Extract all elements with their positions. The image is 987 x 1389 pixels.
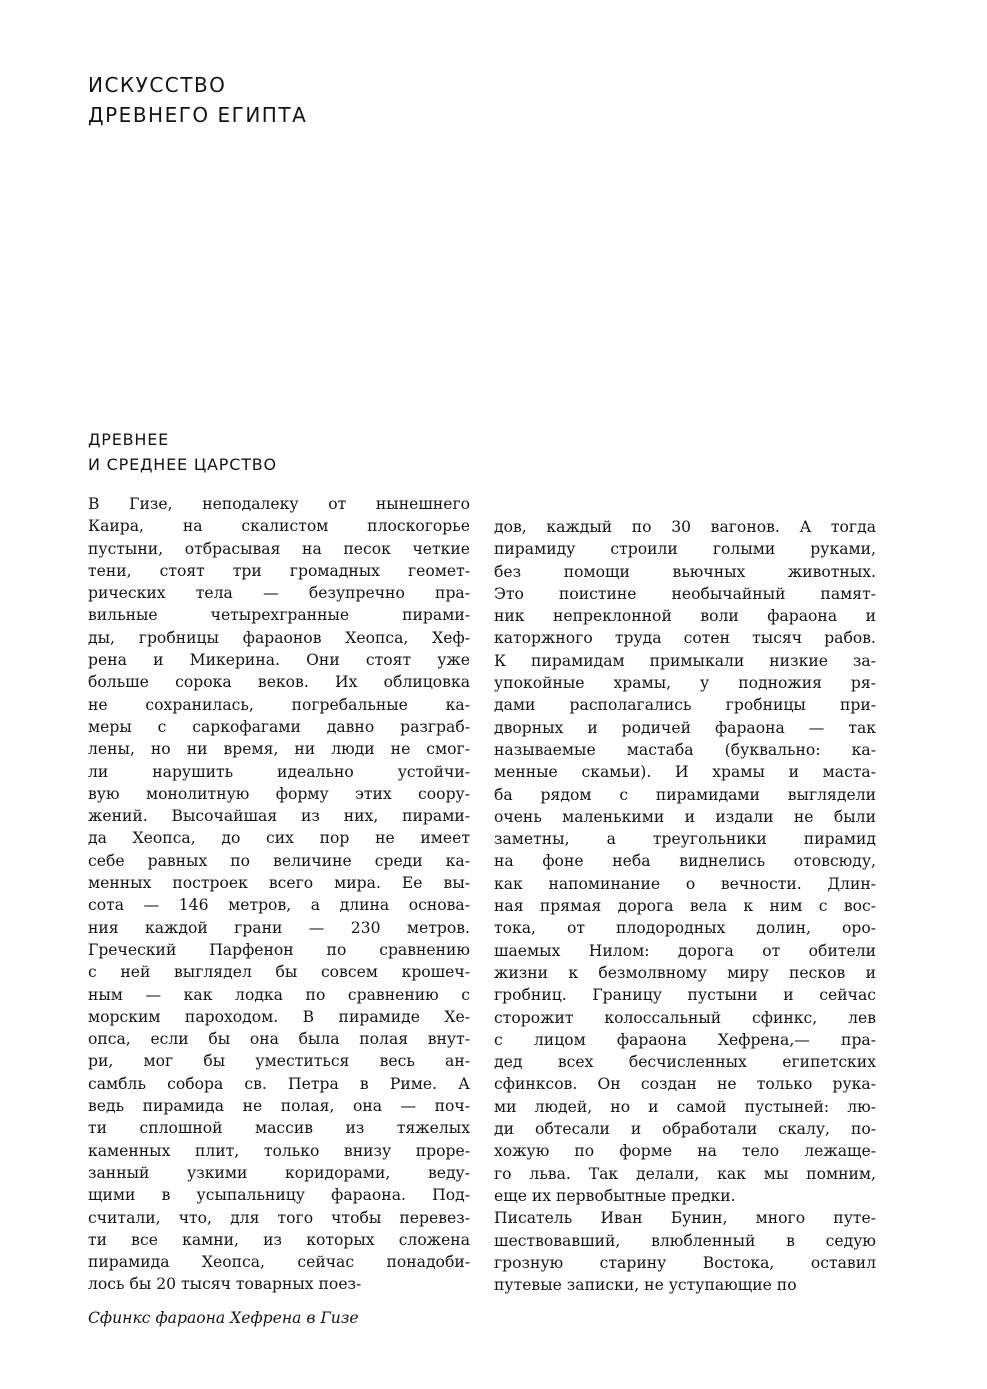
page-title	[88, 70, 307, 130]
text-line: пирамиду строили голыми руками,	[494, 540, 876, 559]
text-line: ри, мог бы уместиться весь ан-	[88, 1052, 470, 1071]
text-line: вильные четырехгранные пирами-	[88, 606, 470, 625]
section-heading-line-1: ДРЕВНЕЕ	[88, 430, 170, 449]
text-line: как напоминание о вечности. Длин-	[494, 874, 876, 893]
text-line: дед всех бесчисленных египетских	[494, 1053, 876, 1072]
section-heading-line-2: И СРЕДНЕЕ ЦАРСТВО	[88, 455, 277, 474]
text-line: не сохранилась, погребальные ка-	[88, 695, 470, 714]
text-line: ти сплошной массив из тяжелых	[88, 1119, 470, 1138]
text-line: лены, но ни время, ни люди не смог-	[88, 740, 470, 759]
text-line: меры с саркофагами давно разграб-	[88, 717, 470, 736]
text-line: шаемых Нилом: дорога от обители	[494, 941, 876, 960]
text-line: щими в усыпальницу фараона. Под-	[88, 1186, 470, 1205]
text-line: дов, каждый по 30 вагонов. А тогда	[494, 518, 876, 536]
text-line: Это поистине необычайный памят-	[494, 584, 876, 603]
text-line: еще их первобытные предки.	[494, 1186, 736, 1205]
text-line: называемые мастаба (буквально: ка-	[494, 740, 876, 759]
text-line: ды, гробницы фараонов Хеопса, Хеф-	[88, 628, 470, 647]
text-line: ли нарушить идеально устойчи-	[88, 762, 470, 781]
text-line: вую монолитную форму этих соору-	[88, 784, 470, 803]
text-line: самбль собора св. Петра в Риме. А	[88, 1074, 470, 1093]
text-line: упокойные храмы, у подножия ря-	[494, 674, 876, 693]
text-line: менных построек всего мира. Ее вы-	[88, 874, 470, 893]
text-line: грозную старину Востока, оставил	[494, 1253, 876, 1272]
text-line: тока, от плодородных долин, оро-	[494, 919, 876, 938]
text-line: гробниц. Границу пустыни и сейчас	[494, 986, 876, 1005]
text-line: ди обтесали и обработали скалу, по-	[494, 1120, 876, 1139]
text-line: дами располагались гробницы при-	[494, 696, 876, 715]
text-line: дворных и родичей фараона — так	[494, 718, 876, 737]
text-line: без помощи вьючных животных.	[494, 562, 876, 581]
text-line: ми людей, но и самой пустыней: лю-	[494, 1097, 876, 1116]
right-text-column	[494, 516, 876, 1296]
text-line: рена и Микерина. Они стоят уже	[88, 651, 470, 670]
text-line: заметны, а треугольники пирамид	[494, 830, 876, 849]
text-line: путевые записки, не уступающие по	[494, 1276, 797, 1295]
text-line: морским пароходом. В пирамиде Хе-	[88, 1007, 470, 1026]
text-line: себе равных по величине среди ка-	[88, 851, 470, 870]
text-line: ти все камни, из которых сложена	[88, 1230, 470, 1249]
text-line: В Гизе, неподалеку от нынешнего	[88, 495, 470, 513]
text-line: рических тела — безупречно пра-	[88, 584, 470, 603]
text-line: К пирамидам примыкали низкие за-	[494, 651, 876, 670]
text-line: го льва. Так делали, как мы помним,	[494, 1164, 876, 1183]
text-line: Греческий Парфенон по сравнению	[88, 940, 470, 959]
section-heading	[88, 427, 277, 477]
text-line: на фоне неба виднелись отовсюду,	[494, 852, 876, 871]
text-line: сторожит колоссальный сфинкс, лев	[494, 1008, 876, 1027]
text-line: жений. Высочайшая из них, пирами-	[88, 807, 470, 826]
text-line: пирамида Хеопса, сейчас понадоби-	[88, 1253, 470, 1272]
text-line: ба рядом с пирамидами выглядели	[494, 785, 876, 804]
text-line: пустыни, отбрасывая на песок четкие	[88, 539, 470, 558]
text-line: ным — как лодка по сравнению с	[88, 985, 470, 1004]
text-line: с ней выглядел бы совсем крошеч-	[88, 963, 470, 982]
text-line: хожую по форме на тело лежаще-	[494, 1142, 876, 1161]
text-line: да Хеопса, до сих пор не имеет	[88, 829, 470, 848]
title-line-1: ИСКУССТВО	[88, 73, 227, 97]
text-line: каменных плит, только внизу проре-	[88, 1141, 470, 1160]
text-line: ная прямая дорога вела к ним с вос-	[494, 897, 876, 916]
text-line: ник непреклонной воли фараона и	[494, 607, 876, 626]
text-line: шествовавший, влюбленный в седую	[494, 1231, 876, 1250]
text-line: считали, что, для того чтобы перевез-	[88, 1208, 470, 1227]
text-line: Писатель Иван Бунин, много путе-	[494, 1209, 876, 1228]
text-line: жизни к безмолвному миру песков и	[494, 963, 876, 982]
text-line: Каира, на скалистом плоскогорье	[88, 517, 470, 536]
text-line: ния каждой грани — 230 метров.	[88, 918, 470, 937]
text-line: лось бы 20 тысяч товарных поез-	[88, 1275, 362, 1294]
text-line: занный узкими коридорами, веду-	[88, 1163, 470, 1182]
left-text-column	[88, 493, 470, 1296]
text-line: с лицом фараона Хефрена,— пра-	[494, 1030, 876, 1049]
text-line: больше сорока веков. Их облицовка	[88, 673, 470, 692]
text-line: тени, стоят три громадных геомет-	[88, 561, 470, 580]
text-line: сота — 146 метров, а длина основа-	[88, 896, 470, 915]
text-line: ведь пирамида не полая, она — поч-	[88, 1097, 470, 1116]
text-line: сфинксов. Он создан не только рука-	[494, 1075, 876, 1094]
text-line: очень маленькими и издали не были	[494, 807, 876, 826]
text-line: каторжного труда сотен тысяч рабов.	[494, 629, 876, 648]
text-line: опса, если бы она была полая внут-	[88, 1030, 470, 1049]
image-caption: Сфинкс фараона Хефрена в Гизе	[88, 1309, 359, 1327]
text-line: менные скамьи). И храмы и маста-	[494, 763, 876, 782]
title-line-2: ДРЕВНЕГО ЕГИПТА	[88, 103, 308, 127]
